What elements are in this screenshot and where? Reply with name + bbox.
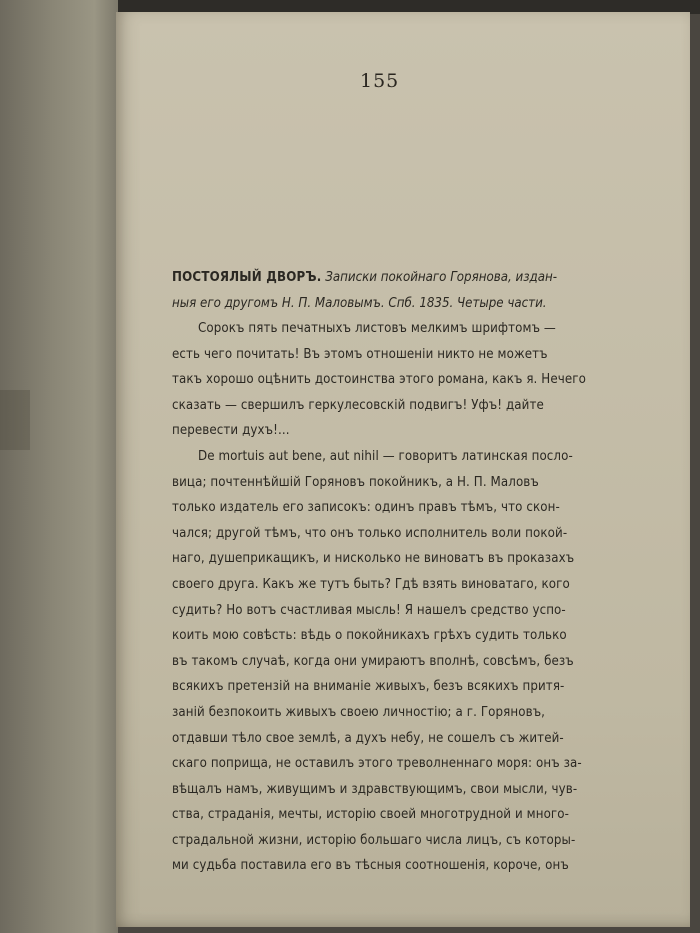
text-line: вица; почтеннѣйшій Горяновъ покойникъ, а Н. П. Маловъ [172,474,539,490]
text-line: наго, душеприкащикъ, и нисколько не виноватъ въ проказахъ [172,551,575,567]
review-heading [172,265,612,316]
text-line: вѣщалъ намъ, живущимъ и здравствующимъ, свои мысли, чув- [172,781,578,797]
text-line: сказать — свершилъ геркулесовскій подвигъ! Уфъ! дайте [172,397,544,413]
text-line: только издатель его записокъ: одинъ правъ тѣмъ, что скон- [172,500,560,516]
text-line: такъ хорошо оцѣнить достоинства этого романа, какъ я. Нечего [172,372,586,388]
text-line: чался; другой тѣмъ, что онъ только исполнитель воли покой- [172,525,568,541]
text-line: ми судьба поставила его въ тѣсныя соотношенія, короче, онъ [172,858,569,874]
text-line: судить? Но вотъ счастливая мысль! Я нашелъ средство успо- [172,602,566,618]
text-line: своего друга. Какъ же тутъ быть? Гдѣ взять виноватаго, кого [172,576,570,592]
text-line: въ такомъ случаѣ, когда они умираютъ вполнѣ, совсѣмъ, безъ [172,653,574,669]
text-line: заній безпокоить живыхъ своею личностію; а г. Горяновъ, [172,704,546,720]
text-line: коить мою совѣсть: вѣдь о покойникахъ грѣхъ судить только [172,628,567,644]
heading-line-1 [172,265,612,291]
text-line: скаго поприща, не оставилъ этого треволненнаго моря: онъ за- [172,756,582,772]
text-line: перевести духъ!... [172,423,290,439]
text-line: есть чего почитать! Въ этомъ отношеніи никто не можетъ [172,346,548,362]
adjacent-page-edge [0,0,118,933]
body-text [172,316,612,879]
text-line: страдальной жизни, исторію большаго числа лицъ, съ которы- [172,832,576,848]
text-line: De mortuis aut bene, aut nihil — говоритъ латинская посло- [198,448,573,464]
text-line: ства, страданія, мечты, исторію своей многотрудной и много- [172,807,569,823]
text-line: всякихъ претензій на вниманіе живыхъ, безъ всякихъ притя- [172,679,565,695]
text-line: Сорокъ пять печатныхъ листовъ мелкимъ шрифтомъ — [198,321,556,336]
text-line: отдавши тѣло свое землѣ, а духъ небу, не сошелъ съ житей- [172,730,564,746]
adjacent-page-mark [0,390,30,450]
heading-subtitle: Записки покойнаго Горянова, издан- [321,270,558,285]
page-number: 155 [360,70,400,92]
heading-title: ПОСТОЯЛЫЙ ДВОРЪ. [172,270,322,285]
heading-line-2: ныя его другомъ Н. П. Маловымъ. Спб. 1835. Четыре части. [172,295,547,311]
